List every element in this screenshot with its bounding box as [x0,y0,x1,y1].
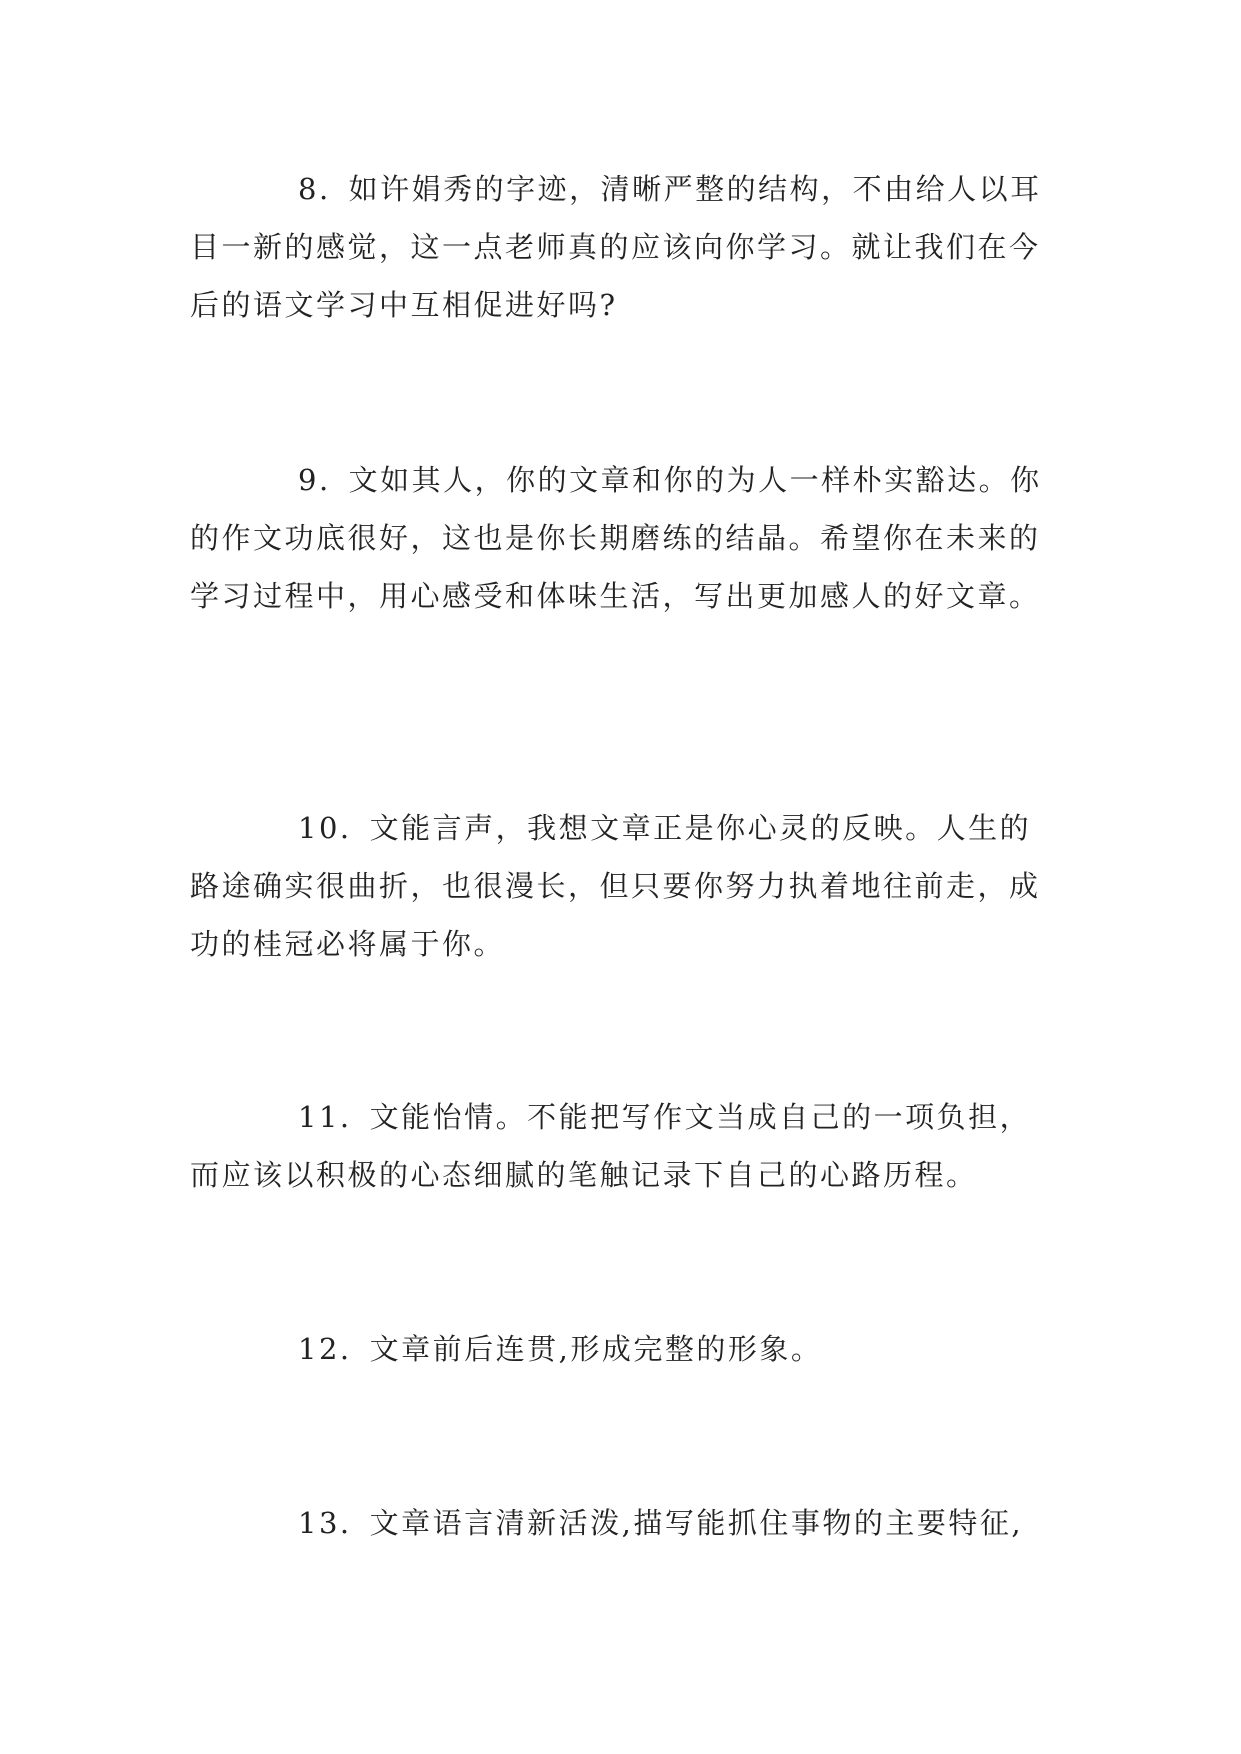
comment-paragraph-8 [190,160,1060,334]
comment-paragraph-13 [190,1494,1060,1552]
item-text: 文章前后连贯,形成完整的形象。 [369,1332,823,1366]
item-number: 9. [298,463,331,497]
item-text: 文能怡情。不能把写作文当成自己的一项负担，而应该以积极的心态细腻的笔触记录下自己的心路历程。 [190,1100,1032,1192]
comment-paragraph-10 [190,799,1060,973]
item-text: 文如其人，你的文章和你的为人一样朴实豁达。你的作文功底很好，这也是你长期磨练的结晶。希望你在未来的学习过程中，用心感受和体味生活，写出更加感人的好文章。 [190,463,1042,613]
item-number: 12. [298,1332,352,1366]
item-number: 8. [298,172,331,206]
item-number: 10. [298,811,352,845]
item-text: 如许娟秀的字迹，清晰严整的结构，不由给人以耳目一新的感觉，这一点老师真的应该向你学习。就让我们在今后的语文学习中互相促进好吗? [190,172,1042,322]
comment-paragraph-9 [190,451,1060,625]
item-text: 文章语言清新活泼,描写能抓住事物的主要特征, [369,1506,1024,1540]
item-number: 13. [298,1506,352,1540]
comment-paragraph-12 [190,1320,1060,1378]
item-number: 11. [298,1100,352,1134]
comment-paragraph-11 [190,1088,1060,1204]
item-text: 文能言声，我想文章正是你心灵的反映。人生的路途确实很曲折，也很漫长，但只要你努力执着地往前走，成功的桂冠必将属于你。 [190,811,1041,961]
